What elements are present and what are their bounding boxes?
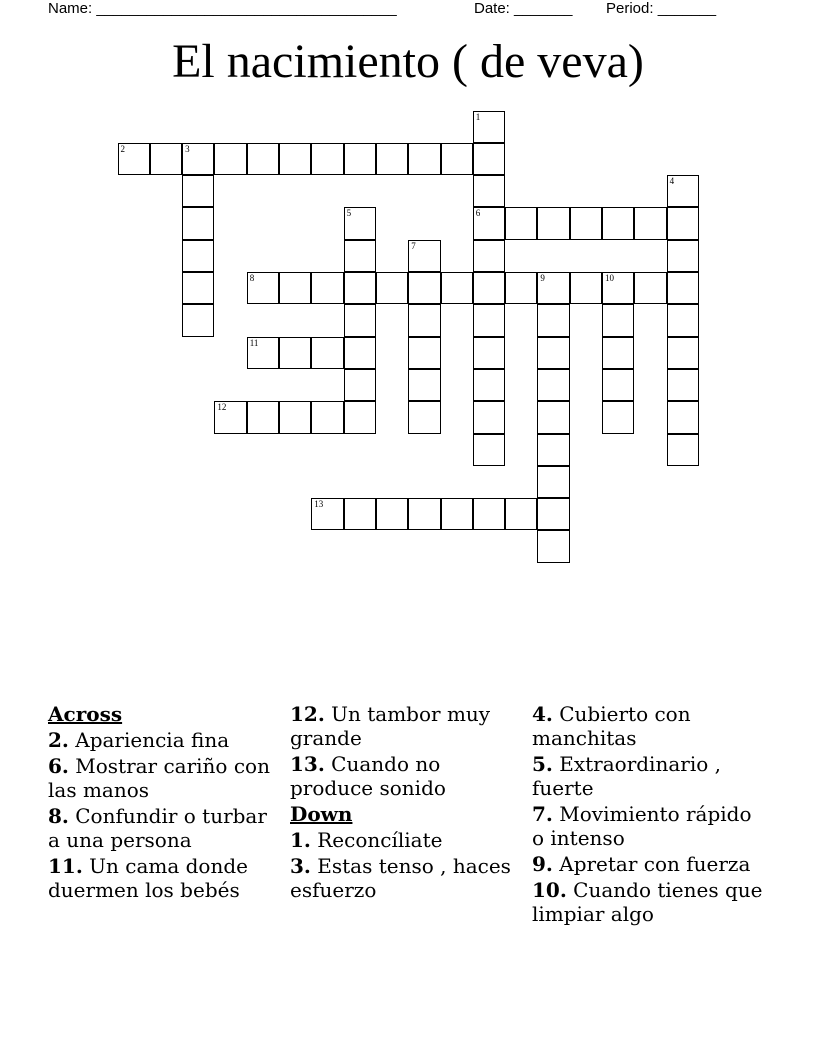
clues-column-1 [48,702,280,904]
crossword-cell-1[interactable] [473,111,505,143]
crossword-cell[interactable] [376,143,408,175]
crossword-cell[interactable] [667,434,699,466]
header-line [0,0,816,20]
crossword-cell-11[interactable] [247,337,279,369]
crossword-cell[interactable] [602,207,634,239]
clue-text: Cubierto con manchitas [532,702,691,750]
crossword-cell[interactable] [408,401,440,433]
crossword-cell[interactable] [408,304,440,336]
crossword-cell[interactable] [279,337,311,369]
cell-number: 4 [669,176,675,187]
crossword-cell[interactable] [344,304,376,336]
crossword-cell[interactable] [441,498,473,530]
clue-down-4 [532,702,764,750]
cell-number: 2 [120,143,125,154]
crossword-cell[interactable] [473,272,505,304]
crossword-cell-3[interactable] [182,143,214,175]
crossword-cell[interactable] [376,272,408,304]
crossword-cell[interactable] [634,207,666,239]
clue-number: 9. [532,852,553,876]
clue-across-6 [48,754,280,802]
clue-number: 3. [290,854,311,878]
crossword-cell[interactable] [473,337,505,369]
cell-number: 12 [217,402,227,413]
crossword-cell[interactable] [667,207,699,239]
crossword-cell[interactable] [505,498,537,530]
crossword-cell-4[interactable] [667,175,699,207]
crossword-cell[interactable] [182,272,214,304]
cell-number: 8 [249,273,255,283]
crossword-cell[interactable] [408,369,440,401]
cell-number: 13 [314,499,324,510]
cell-number: 11 [249,337,259,348]
clue-number: 1. [290,828,311,852]
crossword-cell[interactable] [344,143,376,175]
crossword-cell[interactable] [344,369,376,401]
crossword-cell-10[interactable] [602,272,634,304]
crossword-cell[interactable] [667,369,699,401]
clues-column-2 [290,702,522,904]
crossword-cell[interactable] [537,304,569,336]
clue-text: Un cama donde duermen los bebés [48,854,248,902]
crossword-cell[interactable] [473,143,505,175]
name-field-label[interactable]: Name: ____________________________________ [48,0,397,17]
clue-text: Reconcíliate [317,828,443,852]
crossword-cell[interactable] [505,207,537,239]
period-field-label[interactable]: Period: _______ [606,0,717,17]
crossword-cell-5[interactable] [344,207,376,239]
clue-down-3 [290,854,522,902]
crossword-cell-2[interactable] [118,143,150,175]
cell-number: 1 [475,111,481,122]
crossword-cell[interactable] [602,337,634,369]
crossword-cell[interactable] [537,434,569,466]
crossword-cell[interactable] [344,498,376,530]
clue-number: 8. [48,804,69,828]
crossword-cell[interactable] [537,401,569,433]
cell-number: 6 [475,208,481,219]
page-title: El nacimiento ( de veva) [172,35,644,88]
crossword-cell[interactable] [376,498,408,530]
crossword-cell[interactable] [408,272,440,304]
clue-number: 4. [532,702,553,726]
crossword-cell-13[interactable] [311,498,343,530]
clues-column-3 [532,702,764,928]
crossword-cell[interactable] [344,337,376,369]
clue-text: Estas tenso , haces esfuerzo [290,854,511,902]
cell-number: 5 [346,208,352,219]
cell-number: 9 [540,273,545,283]
crossword-cell[interactable] [344,272,376,304]
clue-number: 12. [290,702,325,726]
clue-across-2 [48,728,280,752]
crossword-cell[interactable] [311,143,343,175]
crossword-cell[interactable] [311,337,343,369]
crossword-cell[interactable] [602,401,634,433]
crossword-cell[interactable] [667,337,699,369]
clue-across-13 [290,752,522,800]
date-field-label[interactable]: Date: _______ [474,0,573,17]
crossword-cell[interactable] [537,530,569,562]
crossword-cell[interactable] [408,337,440,369]
clue-number: 13. [290,752,325,776]
clue-text: Confundir o turbar a una persona [48,804,267,852]
crossword-cell[interactable] [247,401,279,433]
crossword-cell-7[interactable] [408,240,440,272]
clue-number: 11. [48,854,83,878]
crossword-cell[interactable] [537,207,569,239]
crossword-cell-6[interactable] [473,207,505,239]
clue-down-5 [532,752,764,800]
crossword-cell[interactable] [602,304,634,336]
crossword-cell[interactable] [602,369,634,401]
clue-text: Cuando no produce sonido [290,752,446,800]
clue-text: Mostrar cariño con las manos [48,754,270,802]
clue-across-12 [290,702,522,750]
crossword-cell[interactable] [667,272,699,304]
crossword-cell[interactable] [182,304,214,336]
crossword-cell[interactable] [505,272,537,304]
crossword-cell[interactable] [182,240,214,272]
crossword-cell[interactable] [182,207,214,239]
crossword-cell[interactable] [537,498,569,530]
cell-number: 3 [185,143,190,154]
crossword-cell[interactable] [279,143,311,175]
clue-down-7 [532,802,764,850]
crossword-cell[interactable] [214,143,246,175]
crossword-cell[interactable] [279,272,311,304]
clue-text: Movimiento rápido o intenso [532,802,752,850]
crossword-cell[interactable] [473,240,505,272]
crossword-cell[interactable] [667,304,699,336]
crossword-cell[interactable] [473,304,505,336]
crossword-cell[interactable] [473,434,505,466]
across-heading: Across [48,702,123,726]
crossword-cell[interactable] [570,207,602,239]
crossword-cell[interactable] [570,272,602,304]
crossword-cell[interactable] [311,272,343,304]
clue-across-11 [48,854,280,902]
crossword-cell[interactable] [408,143,440,175]
clue-text: Extraordinario , fuerte [532,752,721,800]
crossword-cell-8[interactable] [247,272,279,304]
crossword-cell[interactable] [537,369,569,401]
crossword-cell[interactable] [537,337,569,369]
crossword-cell[interactable] [279,401,311,433]
crossword-cell[interactable] [182,175,214,207]
crossword-cell[interactable] [441,143,473,175]
clue-across-8 [48,804,280,852]
crossword-cell[interactable] [634,272,666,304]
crossword-cell[interactable] [247,143,279,175]
cell-number: 10 [605,273,614,283]
clue-number: 5. [532,752,553,776]
clue-text: Cuando tienes que limpiar algo [532,878,763,926]
clue-down-9 [532,852,764,876]
crossword-cell-9[interactable] [537,272,569,304]
crossword-cell[interactable] [473,369,505,401]
clue-number: 10. [532,878,567,902]
down-heading: Down [290,802,353,826]
crossword-cell[interactable] [150,143,182,175]
crossword-cell[interactable] [408,498,440,530]
clue-number: 7. [532,802,553,826]
crossword-cell[interactable] [441,272,473,304]
crossword-cell[interactable] [537,466,569,498]
clue-down-10 [532,878,764,926]
cell-number: 7 [411,240,416,251]
clue-number: 6. [48,754,69,778]
crossword-cell[interactable] [667,240,699,272]
clue-text: Apretar con fuerza [559,852,751,876]
crossword-cell[interactable] [473,498,505,530]
crossword-cell[interactable] [311,401,343,433]
crossword-cell[interactable] [473,401,505,433]
crossword-cell[interactable] [667,401,699,433]
crossword-cell[interactable] [473,175,505,207]
clue-down-1 [290,828,522,852]
crossword-cell[interactable] [344,240,376,272]
clue-text: Apariencia fina [75,728,230,752]
crossword-cell[interactable] [344,401,376,433]
clue-text: Un tambor muy grande [290,702,491,750]
clue-number: 2. [48,728,69,752]
crossword-cell-12[interactable] [214,401,246,433]
